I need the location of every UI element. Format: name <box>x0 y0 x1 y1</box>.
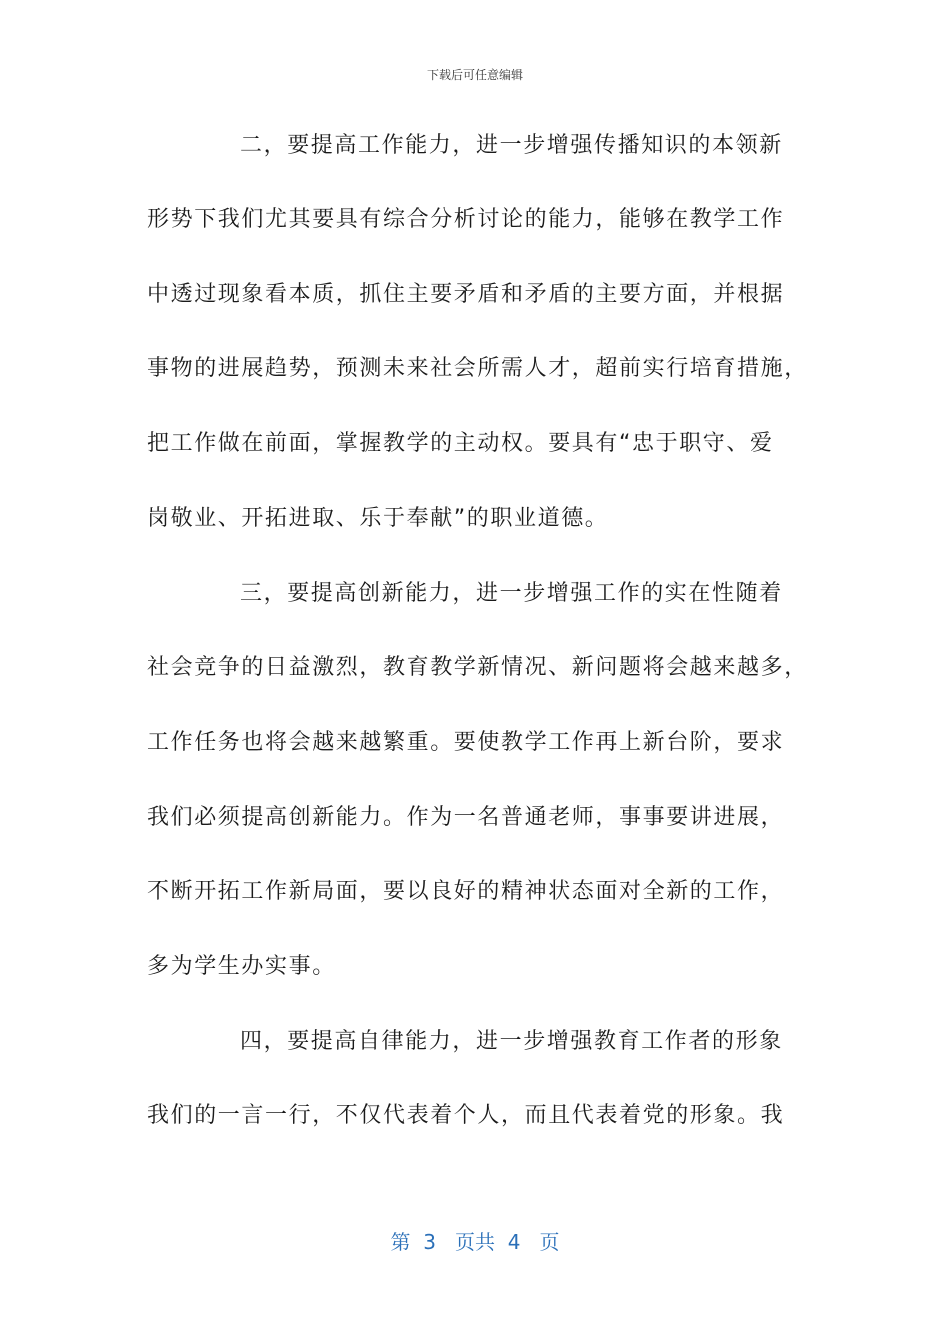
paragraph-2-line-3: 中透过现象看本质，抓住主要矛盾和矛盾的主要方面，并根据 <box>147 282 785 307</box>
paragraph-2-line-1: 二，要提高工作能力，进一步增强传播知识的本领新 <box>240 133 783 158</box>
page-number-footer: 第 3 页共 4 页 <box>390 1230 560 1254</box>
paragraph-4-line-1: 四，要提高自律能力，进一步增强教育工作者的形象 <box>240 1029 783 1054</box>
paragraph-2-line-5: 把工作做在前面，掌握教学的主动权。要具有“忠于职守、爱 <box>147 431 774 456</box>
paragraph-2-line-2: 形势下我们尤其要具有综合分析讨论的能力，能够在教学工作 <box>147 207 785 232</box>
paragraph-3-line-1: 三，要提高创新能力，进一步增强工作的实在性随着 <box>240 581 783 606</box>
paragraph-3-line-6: 多为学生办实事。 <box>147 954 336 979</box>
paragraph-3-line-4: 我们必须提高创新能力。作为一名普通老师，事事要讲进展， <box>147 805 785 830</box>
page-header: 下载后可任意编辑 <box>426 68 523 82</box>
paragraph-4-line-2: 我们的一言一行，不仅代表着个人，而且代表着党的形象。我 <box>147 1103 785 1128</box>
paragraph-2-line-4: 事物的进展趋势，预测未来社会所需人才，超前实行培育措施， <box>147 356 808 381</box>
paragraph-3-line-3: 工作任务也将会越来越繁重。要使教学工作再上新台阶，要求 <box>147 730 785 755</box>
paragraph-3-line-2: 社会竞争的日益激烈，教育教学新情况、新问题将会越来越多， <box>147 655 808 680</box>
paragraph-2-line-6: 岗敬业、开拓进取、乐于奉献”的职业道德。 <box>147 506 609 531</box>
paragraph-3-line-5: 不断开拓工作新局面，要以良好的精神状态面对全新的工作， <box>147 879 785 904</box>
